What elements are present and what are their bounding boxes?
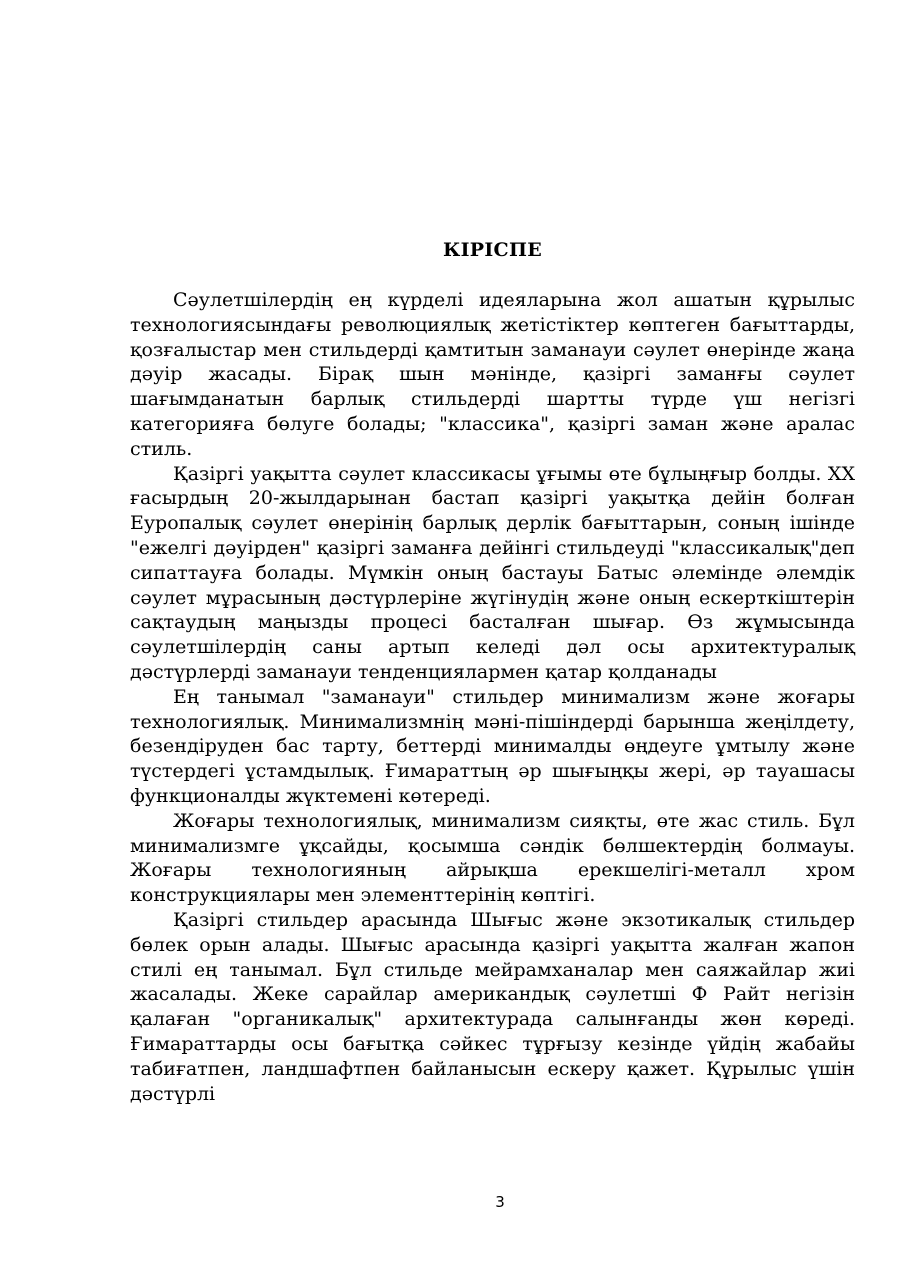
page-number: 3 xyxy=(495,1193,505,1211)
paragraph-5: Қазіргі стильдер арасында Шығыс және экзотикалық стильдер бөлек орын алады. Шығыс арасында қазіргі уақытта жалған жапон стилі ең танымал. Бұл стильде мейрамханалар мен саяжайлар жиі жасалады. Жеке сарайлар американдық сәулетші Ф Райт негізін қалаған "органикалық" архитектурада салынғанды жөн көреді. Ғимараттарды осы бағытқа сәйкес тұрғызу кезінде үйдің жабайы табиғатпен, ландшафтпен байланысын ескеру қажет. Құрылыс үшін дәстүрлі xyxy=(130,908,855,1105)
body-text xyxy=(130,288,855,1106)
paragraph-4: Жоғары технологиялық, минимализм сияқты, өте жас стиль. Бұл минимализмге ұқсайды, қосымша сәндік бөлшектердің болмауы. Жоғары технологияның айрықша ерекшелігі-металл хром конструкциялары мен элементтерінің көптігі. xyxy=(130,809,855,907)
paragraph-2: Қазіргі уақытта сәулет классикасы ұғымы өте бұлыңғыр болды. XX ғасырдың 20-жылдарынан бастап қазіргі уақытқа дейін болған Еуропалық сәулет өнерінің барлық дерлік бағыттарын, соның ішінде "ежелгі дәуірден" қазіргі заманға дейінгі стильдеуді "классикалық"деп сипаттауға болады. Мүмкін оның бастауы Батыс әлемінде әлемдік сәулет мұрасының дәстүрлеріне жүгінудің және оның ескерткіштерін сақтаудың маңызды процесі басталған шығар. Өз жұмысында сәулетшілердің саны артып келеді дәл осы архитектуралық дәстүрлерді заманауи тенденциялармен қатар қолданады xyxy=(130,462,855,683)
page-title: КІРІСПЕ xyxy=(443,239,542,261)
paragraph-3: Ең танымал "заманауи" стильдер минимализм және жоғары технологиялық. Минимализмнің мәні-пішіндерді барынша жеңілдету, безендіруден бас тарту, беттерді минималды өңдеуге ұмтылу және түстердегі ұстамдылық. Ғимараттың әр шығыңқы жері, әр тауашасы функционалды жүктемені көтереді. xyxy=(130,685,855,807)
paragraph-1: Сәулетшілердің ең күрделі идеяларына жол ашатын құрылыс технологиясындағы революциялық жетістіктер көптеген бағыттарды, қозғалыстар мен стильдерді қамтитын заманауи сәулет өнерінде жаңа дәуір жасады. Бірақ шын мәнінде, қазіргі заманғы сәулет шағымданатын барлық стильдерді шартты түрде үш негізгі категорияға бөлуге болады; "классика", қазіргі заман және аралас стиль. xyxy=(130,289,855,460)
